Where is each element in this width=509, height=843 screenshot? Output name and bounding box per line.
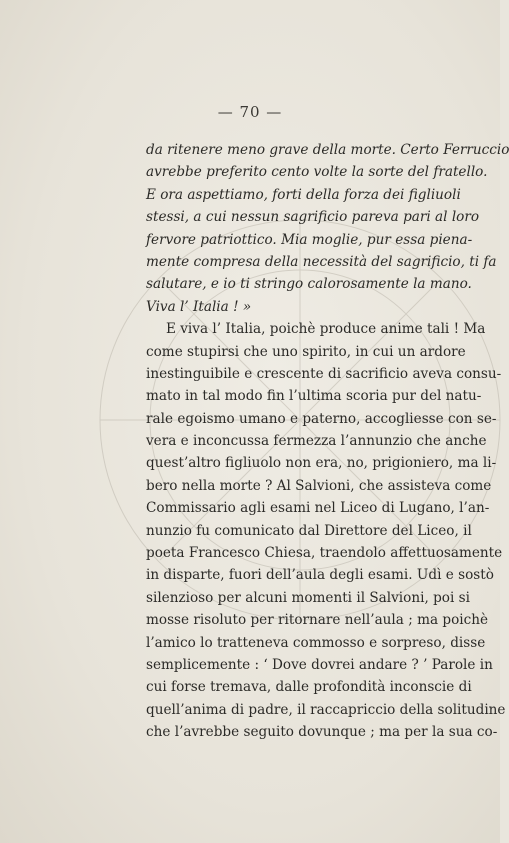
text-line: stessi, a cui nessun sagrificio pareva pari al loro xyxy=(146,209,480,226)
text-line: nunzio fu comunicato dal Direttore del Liceo, il xyxy=(146,522,472,539)
text-line: avrebbe preferito cento volte la sorte del fratello. xyxy=(146,164,488,181)
text-line: cui forse tremava, dalle profondità inconscie di xyxy=(146,679,472,696)
text-line: mato in tal modo fin l’ultima scoria pur del natu- xyxy=(146,388,482,405)
text-line: l’amico lo tratteneva commosso e sorpreso, disse xyxy=(146,634,486,651)
text-line: bero nella morte ? Al Salvioni, che assisteva come xyxy=(146,477,492,494)
text-line: in disparte, fuori dell’aula degli esami. Udì e sostò xyxy=(146,567,494,584)
text-line: come stupirsi che uno spirito, in cui un ardore xyxy=(146,343,466,360)
text-line: quest’altro figliuolo non era, no, prigioniero, ma li- xyxy=(146,455,497,472)
text-line: mosse risoluto per ritornare nell’aula ; ma poichè xyxy=(146,612,489,629)
text-line: E ora aspettiamo, forti della forza dei figliuoli xyxy=(146,186,461,203)
text-line: poeta Francesco Chiesa, traendolo affettuosamente xyxy=(146,545,503,562)
body-text xyxy=(146,139,509,744)
text-line: Viva l’ Italia ! » xyxy=(146,298,252,315)
text-line: inestinguibile e crescente di sacrificio aveva consu- xyxy=(146,365,502,382)
text-line: silenzioso per alcuni momenti il Salvioni, poi si xyxy=(146,589,470,606)
text-line: che l’avrebbe seguito dovunque ; ma per la sua co- xyxy=(146,724,498,741)
text-line: mente compresa della necessità del sagrificio, ti fa xyxy=(146,253,497,270)
text-line: salutare, e io ti stringo calorosamente la mano. xyxy=(146,276,472,293)
text-line: da ritenere meno grave della morte. Certo Ferruccio xyxy=(146,142,509,158)
text-line: fervore patriottico. Mia moglie, pur essa piena- xyxy=(146,231,473,248)
text-line: rale egoismo umano e paterno, accogliesse con se- xyxy=(146,410,497,427)
text-line: E viva l’ Italia, poichè produce anime tali ! Ma xyxy=(166,321,486,338)
page-number: — 70 — xyxy=(217,103,283,121)
text-line: semplicemente : ‘ Dove dovrei andare ? ’ Parole in xyxy=(146,656,493,673)
text-line: vera e inconcussa fermezza l’annunzio che anche xyxy=(146,433,487,450)
text-line: Commissario agli esami nel Liceo di Lugano, l’an- xyxy=(146,500,490,517)
text-line: quell’anima di padre, il raccapriccio della solitudine xyxy=(146,701,506,718)
